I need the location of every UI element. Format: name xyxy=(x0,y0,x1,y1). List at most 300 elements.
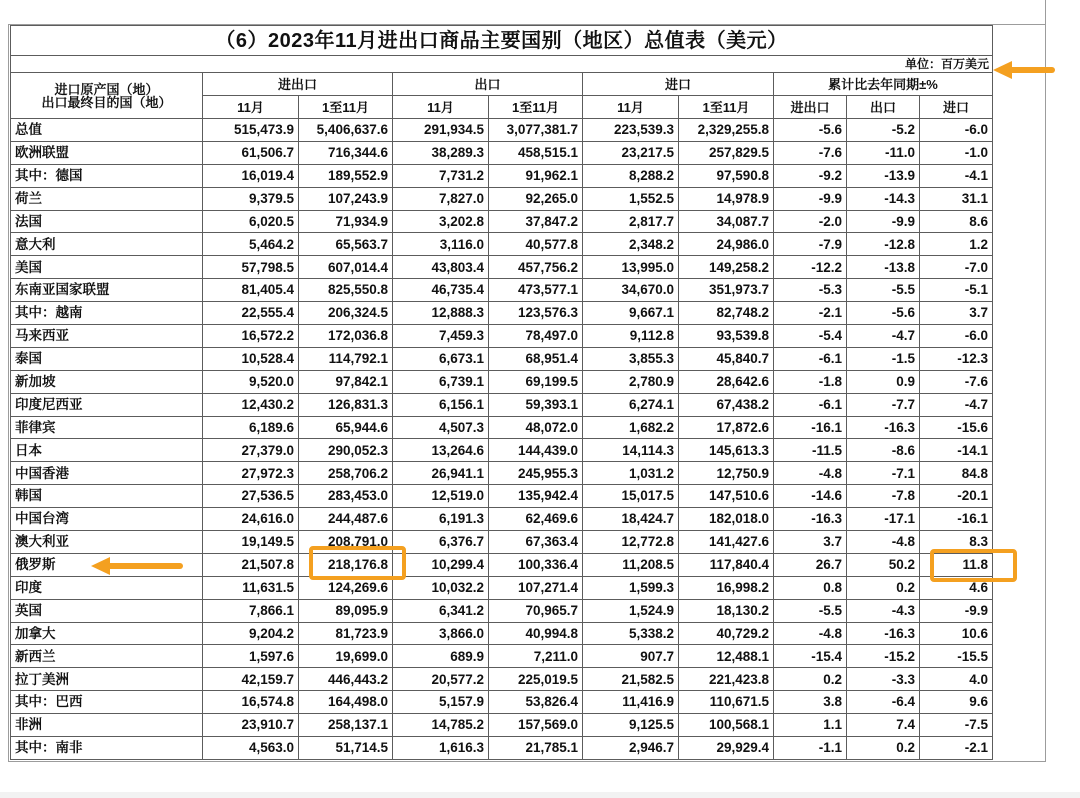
table-row xyxy=(11,668,993,691)
export-yoy-cell: -15.2 xyxy=(847,645,920,668)
import-nov-cell: 15,017.5 xyxy=(583,485,679,508)
table-row xyxy=(11,691,993,714)
trade-yoy-cell: -16.3 xyxy=(774,508,847,531)
sub-header-yoy-export: 出口 xyxy=(847,96,920,119)
export-nov-cell: 7,459.3 xyxy=(393,325,489,348)
trade-nov-cell: 27,536.5 xyxy=(203,485,299,508)
import-yoy-cell: 4.0 xyxy=(920,668,993,691)
import-ytd-cell: 17,872.6 xyxy=(679,416,774,439)
unit-arrow-head xyxy=(993,61,1012,79)
import-ytd-cell: 45,840.7 xyxy=(679,347,774,370)
sub-header-trade-nov: 11月 xyxy=(203,96,299,119)
country-name-cell: 泰国 xyxy=(11,347,203,370)
export-ytd-cell: 144,439.0 xyxy=(489,439,583,462)
export-yoy-cell: 7.4 xyxy=(847,714,920,737)
trade-ytd-cell: 172,036.8 xyxy=(299,325,393,348)
export-nov-cell: 291,934.5 xyxy=(393,119,489,142)
export-nov-cell: 43,803.4 xyxy=(393,256,489,279)
import-ytd-cell: 12,750.9 xyxy=(679,462,774,485)
country-name-cell: 非洲 xyxy=(11,714,203,737)
trade-ytd-cell: 825,550.8 xyxy=(299,279,393,302)
trade-ytd-cell: 107,243.9 xyxy=(299,187,393,210)
import-ytd-cell: 97,590.8 xyxy=(679,164,774,187)
export-yoy-cell: -17.1 xyxy=(847,508,920,531)
export-yoy-cell: -8.6 xyxy=(847,439,920,462)
export-yoy-cell: -4.3 xyxy=(847,599,920,622)
country-name-cell: 新加坡 xyxy=(11,370,203,393)
export-nov-cell: 6,341.2 xyxy=(393,599,489,622)
import-yoy-cell: 3.7 xyxy=(920,302,993,325)
country-name-cell: 其中：德国 xyxy=(11,164,203,187)
import-yoy-cell: -5.1 xyxy=(920,279,993,302)
table-row xyxy=(11,508,993,531)
table-row xyxy=(11,416,993,439)
export-ytd-cell: 40,577.8 xyxy=(489,233,583,256)
export-ytd-cell: 21,785.1 xyxy=(489,737,583,760)
export-ytd-cell: 70,965.7 xyxy=(489,599,583,622)
trade-ytd-cell: 208,791.0 xyxy=(299,531,393,554)
table-row xyxy=(11,347,993,370)
export-yoy-cell: -13.9 xyxy=(847,164,920,187)
trade-yoy-cell: -2.0 xyxy=(774,210,847,233)
trade-by-country-table xyxy=(10,25,993,760)
trade-yoy-cell: -4.8 xyxy=(774,622,847,645)
import-yoy-cell: -7.0 xyxy=(920,256,993,279)
import-yoy-cell: 8.3 xyxy=(920,531,993,554)
import-nov-cell: 18,424.7 xyxy=(583,508,679,531)
trade-ytd-cell: 206,324.5 xyxy=(299,302,393,325)
country-name-cell: 美国 xyxy=(11,256,203,279)
import-ytd-cell: 147,510.6 xyxy=(679,485,774,508)
import-nov-cell: 13,995.0 xyxy=(583,256,679,279)
trade-yoy-cell: -9.9 xyxy=(774,187,847,210)
table-row xyxy=(11,462,993,485)
import-nov-cell: 34,670.0 xyxy=(583,279,679,302)
import-ytd-cell: 16,998.2 xyxy=(679,576,774,599)
trade-ytd-cell: 65,944.6 xyxy=(299,416,393,439)
trade-nov-cell: 1,597.6 xyxy=(203,645,299,668)
import-ytd-cell: 100,568.1 xyxy=(679,714,774,737)
table-row xyxy=(11,576,993,599)
trade-ytd-cell: 81,723.9 xyxy=(299,622,393,645)
table-row xyxy=(11,622,993,645)
country-name-cell: 韩国 xyxy=(11,485,203,508)
trade-nov-cell: 9,204.2 xyxy=(203,622,299,645)
export-nov-cell: 10,032.2 xyxy=(393,576,489,599)
trade-ytd-cell: 5,406,637.6 xyxy=(299,119,393,142)
import-yoy-cell: 4.6 xyxy=(920,576,993,599)
trade-ytd-cell: 218,176.8 xyxy=(299,553,393,576)
trade-ytd-cell: 164,498.0 xyxy=(299,691,393,714)
trade-nov-cell: 21,507.8 xyxy=(203,553,299,576)
group-header-row xyxy=(11,73,993,96)
import-yoy-cell: -12.3 xyxy=(920,347,993,370)
import-ytd-cell: 12,488.1 xyxy=(679,645,774,668)
export-ytd-cell: 245,955.3 xyxy=(489,462,583,485)
export-nov-cell: 689.9 xyxy=(393,645,489,668)
page-frame-left xyxy=(8,24,9,762)
trade-yoy-cell: -5.6 xyxy=(774,119,847,142)
export-nov-cell: 12,519.0 xyxy=(393,485,489,508)
country-name-cell: 荷兰 xyxy=(11,187,203,210)
trade-nov-cell: 61,506.7 xyxy=(203,141,299,164)
export-nov-cell: 46,735.4 xyxy=(393,279,489,302)
page-frame-bottom xyxy=(8,761,1046,762)
country-name-cell: 其中：南非 xyxy=(11,737,203,760)
page-bottom-strip xyxy=(0,792,1080,798)
trade-ytd-cell: 283,453.0 xyxy=(299,485,393,508)
table-row xyxy=(11,737,993,760)
trade-yoy-cell: -9.2 xyxy=(774,164,847,187)
import-ytd-cell: 257,829.5 xyxy=(679,141,774,164)
import-yoy-cell: -6.0 xyxy=(920,325,993,348)
table-row xyxy=(11,210,993,233)
trade-nov-cell: 16,572.2 xyxy=(203,325,299,348)
country-header-line-2: 出口最终目的国（地） xyxy=(41,94,172,110)
export-ytd-cell: 107,271.4 xyxy=(489,576,583,599)
table-row xyxy=(11,325,993,348)
trade-yoy-cell: -12.2 xyxy=(774,256,847,279)
export-ytd-cell: 69,199.5 xyxy=(489,370,583,393)
trade-nov-cell: 42,159.7 xyxy=(203,668,299,691)
import-nov-cell: 23,217.5 xyxy=(583,141,679,164)
export-yoy-cell: -9.9 xyxy=(847,210,920,233)
group-header-total-trade: 进出口 xyxy=(203,73,393,96)
table-row xyxy=(11,302,993,325)
export-nov-cell: 3,202.8 xyxy=(393,210,489,233)
export-yoy-cell: -16.3 xyxy=(847,416,920,439)
trade-ytd-cell: 446,443.2 xyxy=(299,668,393,691)
import-ytd-cell: 29,929.4 xyxy=(679,737,774,760)
table-row xyxy=(11,279,993,302)
import-nov-cell: 223,539.3 xyxy=(583,119,679,142)
trade-nov-cell: 7,866.1 xyxy=(203,599,299,622)
import-ytd-cell: 2,329,255.8 xyxy=(679,119,774,142)
export-nov-cell: 6,156.1 xyxy=(393,393,489,416)
country-name-cell: 俄罗斯 xyxy=(11,553,203,576)
trade-yoy-cell: -7.6 xyxy=(774,141,847,164)
trade-nov-cell: 27,972.3 xyxy=(203,462,299,485)
trade-yoy-cell: -2.1 xyxy=(774,302,847,325)
country-name-cell: 新西兰 xyxy=(11,645,203,668)
export-ytd-cell: 37,847.2 xyxy=(489,210,583,233)
table-row xyxy=(11,553,993,576)
export-nov-cell: 12,888.3 xyxy=(393,302,489,325)
import-ytd-cell: 34,087.7 xyxy=(679,210,774,233)
table-row xyxy=(11,119,993,142)
import-ytd-cell: 110,671.5 xyxy=(679,691,774,714)
import-yoy-cell: -6.0 xyxy=(920,119,993,142)
trade-yoy-cell: 0.2 xyxy=(774,668,847,691)
export-ytd-cell: 68,951.4 xyxy=(489,347,583,370)
trade-ytd-cell: 716,344.6 xyxy=(299,141,393,164)
import-yoy-cell: -16.1 xyxy=(920,508,993,531)
export-ytd-cell: 40,994.8 xyxy=(489,622,583,645)
import-ytd-cell: 141,427.6 xyxy=(679,531,774,554)
unit-label: 单位：百万美元 xyxy=(11,56,993,73)
country-name-cell: 日本 xyxy=(11,439,203,462)
import-nov-cell: 8,288.2 xyxy=(583,164,679,187)
trade-nov-cell: 24,616.0 xyxy=(203,508,299,531)
trade-nov-cell: 23,910.7 xyxy=(203,714,299,737)
export-yoy-cell: -6.4 xyxy=(847,691,920,714)
trade-nov-cell: 19,149.5 xyxy=(203,531,299,554)
export-ytd-cell: 473,577.1 xyxy=(489,279,583,302)
trade-nov-cell: 11,631.5 xyxy=(203,576,299,599)
trade-yoy-cell: -7.9 xyxy=(774,233,847,256)
export-ytd-cell: 157,569.0 xyxy=(489,714,583,737)
country-name-cell: 中国香港 xyxy=(11,462,203,485)
export-ytd-cell: 92,265.0 xyxy=(489,187,583,210)
import-nov-cell: 2,946.7 xyxy=(583,737,679,760)
export-ytd-cell: 3,077,381.7 xyxy=(489,119,583,142)
trade-nov-cell: 16,574.8 xyxy=(203,691,299,714)
import-yoy-cell: -2.1 xyxy=(920,737,993,760)
page-frame-right xyxy=(1045,0,1046,762)
country-name-cell: 英国 xyxy=(11,599,203,622)
export-nov-cell: 6,376.7 xyxy=(393,531,489,554)
import-yoy-cell: 31.1 xyxy=(920,187,993,210)
import-nov-cell: 2,817.7 xyxy=(583,210,679,233)
import-yoy-cell: -14.1 xyxy=(920,439,993,462)
import-yoy-cell: -4.1 xyxy=(920,164,993,187)
export-yoy-cell: -12.8 xyxy=(847,233,920,256)
import-yoy-cell: 84.8 xyxy=(920,462,993,485)
sub-header-export-nov: 11月 xyxy=(393,96,489,119)
table-row xyxy=(11,599,993,622)
trade-yoy-cell: -1.8 xyxy=(774,370,847,393)
export-yoy-cell: -16.3 xyxy=(847,622,920,645)
trade-yoy-cell: -16.1 xyxy=(774,416,847,439)
import-nov-cell: 11,416.9 xyxy=(583,691,679,714)
table-row xyxy=(11,645,993,668)
group-header-import: 进口 xyxy=(583,73,774,96)
country-name-cell: 加拿大 xyxy=(11,622,203,645)
country-name-cell: 菲律宾 xyxy=(11,416,203,439)
table-row xyxy=(11,393,993,416)
export-nov-cell: 7,731.2 xyxy=(393,164,489,187)
trade-ytd-cell: 258,137.1 xyxy=(299,714,393,737)
table-row xyxy=(11,141,993,164)
import-nov-cell: 2,780.9 xyxy=(583,370,679,393)
export-nov-cell: 14,785.2 xyxy=(393,714,489,737)
import-ytd-cell: 93,539.8 xyxy=(679,325,774,348)
trade-yoy-cell: 0.8 xyxy=(774,576,847,599)
trade-yoy-cell: -14.6 xyxy=(774,485,847,508)
import-nov-cell: 9,112.8 xyxy=(583,325,679,348)
export-nov-cell: 6,191.3 xyxy=(393,508,489,531)
export-nov-cell: 7,827.0 xyxy=(393,187,489,210)
import-nov-cell: 1,552.5 xyxy=(583,187,679,210)
trade-nov-cell: 16,019.4 xyxy=(203,164,299,187)
export-nov-cell: 26,941.1 xyxy=(393,462,489,485)
trade-nov-cell: 4,563.0 xyxy=(203,737,299,760)
import-yoy-cell: -7.5 xyxy=(920,714,993,737)
sub-header-export-ytd: 1至11月 xyxy=(489,96,583,119)
import-yoy-cell: -7.6 xyxy=(920,370,993,393)
table-row xyxy=(11,439,993,462)
country-name-cell: 东南亚国家联盟 xyxy=(11,279,203,302)
table-title: （6）2023年11月进出口商品主要国别（地区）总值表（美元） xyxy=(11,26,993,56)
trade-yoy-cell: -5.3 xyxy=(774,279,847,302)
table-row xyxy=(11,187,993,210)
trade-yoy-cell: 3.7 xyxy=(774,531,847,554)
import-nov-cell: 1,031.2 xyxy=(583,462,679,485)
export-yoy-cell: -4.8 xyxy=(847,531,920,554)
unit-row xyxy=(11,56,993,73)
import-yoy-cell: -4.7 xyxy=(920,393,993,416)
trade-nov-cell: 12,430.2 xyxy=(203,393,299,416)
trade-yoy-cell: -1.1 xyxy=(774,737,847,760)
trade-nov-cell: 10,528.4 xyxy=(203,347,299,370)
import-yoy-cell: 10.6 xyxy=(920,622,993,645)
trade-ytd-cell: 71,934.9 xyxy=(299,210,393,233)
import-ytd-cell: 14,978.9 xyxy=(679,187,774,210)
import-nov-cell: 21,582.5 xyxy=(583,668,679,691)
export-ytd-cell: 67,363.4 xyxy=(489,531,583,554)
trade-nov-cell: 9,379.5 xyxy=(203,187,299,210)
import-ytd-cell: 24,986.0 xyxy=(679,233,774,256)
trade-yoy-cell: -6.1 xyxy=(774,393,847,416)
import-yoy-cell: -9.9 xyxy=(920,599,993,622)
import-nov-cell: 11,208.5 xyxy=(583,553,679,576)
country-name-cell: 其中：越南 xyxy=(11,302,203,325)
export-yoy-cell: -14.3 xyxy=(847,187,920,210)
table-row xyxy=(11,164,993,187)
trade-ytd-cell: 97,842.1 xyxy=(299,370,393,393)
export-nov-cell: 20,577.2 xyxy=(393,668,489,691)
export-ytd-cell: 78,497.0 xyxy=(489,325,583,348)
export-yoy-cell: -13.8 xyxy=(847,256,920,279)
table-row xyxy=(11,233,993,256)
trade-ytd-cell: 19,699.0 xyxy=(299,645,393,668)
table-row xyxy=(11,485,993,508)
trade-ytd-cell: 189,552.9 xyxy=(299,164,393,187)
trade-ytd-cell: 290,052.3 xyxy=(299,439,393,462)
import-yoy-cell: -20.1 xyxy=(920,485,993,508)
export-yoy-cell: 0.2 xyxy=(847,737,920,760)
table-body xyxy=(11,119,993,760)
trade-ytd-cell: 607,014.4 xyxy=(299,256,393,279)
export-yoy-cell: 0.2 xyxy=(847,576,920,599)
import-ytd-cell: 28,642.6 xyxy=(679,370,774,393)
import-nov-cell: 5,338.2 xyxy=(583,622,679,645)
export-nov-cell: 10,299.4 xyxy=(393,553,489,576)
table-row xyxy=(11,531,993,554)
country-header-line-1: 进口原产国（地） xyxy=(54,81,159,97)
sub-header-yoy-import: 进口 xyxy=(920,96,993,119)
trade-nov-cell: 515,473.9 xyxy=(203,119,299,142)
export-ytd-cell: 135,942.4 xyxy=(489,485,583,508)
country-name-cell: 澳大利亚 xyxy=(11,531,203,554)
export-nov-cell: 6,739.1 xyxy=(393,370,489,393)
export-nov-cell: 1,616.3 xyxy=(393,737,489,760)
sub-header-import-ytd: 1至11月 xyxy=(679,96,774,119)
trade-yoy-cell: 3.8 xyxy=(774,691,847,714)
export-ytd-cell: 100,336.4 xyxy=(489,553,583,576)
import-ytd-cell: 221,423.8 xyxy=(679,668,774,691)
export-yoy-cell: -11.0 xyxy=(847,141,920,164)
country-name-cell: 总值 xyxy=(11,119,203,142)
import-ytd-cell: 351,973.7 xyxy=(679,279,774,302)
trade-yoy-cell: -11.5 xyxy=(774,439,847,462)
export-ytd-cell: 48,072.0 xyxy=(489,416,583,439)
trade-ytd-cell: 65,563.7 xyxy=(299,233,393,256)
import-ytd-cell: 182,018.0 xyxy=(679,508,774,531)
import-nov-cell: 3,855.3 xyxy=(583,347,679,370)
export-nov-cell: 6,673.1 xyxy=(393,347,489,370)
trade-nov-cell: 6,189.6 xyxy=(203,416,299,439)
import-ytd-cell: 145,613.3 xyxy=(679,439,774,462)
import-nov-cell: 9,125.5 xyxy=(583,714,679,737)
country-name-cell: 其中：巴西 xyxy=(11,691,203,714)
export-yoy-cell: -5.5 xyxy=(847,279,920,302)
export-ytd-cell: 53,826.4 xyxy=(489,691,583,714)
country-name-cell: 马来西亚 xyxy=(11,325,203,348)
trade-ytd-cell: 114,792.1 xyxy=(299,347,393,370)
country-name-cell: 法国 xyxy=(11,210,203,233)
trade-nov-cell: 6,020.5 xyxy=(203,210,299,233)
import-ytd-cell: 67,438.2 xyxy=(679,393,774,416)
title-row xyxy=(11,26,993,56)
export-yoy-cell: -4.7 xyxy=(847,325,920,348)
export-yoy-cell: -7.1 xyxy=(847,462,920,485)
export-yoy-cell: 0.9 xyxy=(847,370,920,393)
export-ytd-cell: 62,469.6 xyxy=(489,508,583,531)
import-yoy-cell: 9.6 xyxy=(920,691,993,714)
import-ytd-cell: 40,729.2 xyxy=(679,622,774,645)
trade-nov-cell: 22,555.4 xyxy=(203,302,299,325)
country-name-cell: 拉丁美洲 xyxy=(11,668,203,691)
import-yoy-cell: -1.0 xyxy=(920,141,993,164)
export-ytd-cell: 225,019.5 xyxy=(489,668,583,691)
sub-header-import-nov: 11月 xyxy=(583,96,679,119)
export-nov-cell: 13,264.6 xyxy=(393,439,489,462)
import-ytd-cell: 117,840.4 xyxy=(679,553,774,576)
import-nov-cell: 1,682.2 xyxy=(583,416,679,439)
group-header-export: 出口 xyxy=(393,73,583,96)
import-nov-cell: 1,599.3 xyxy=(583,576,679,599)
sub-header-trade-ytd: 1至11月 xyxy=(299,96,393,119)
trade-nov-cell: 27,379.0 xyxy=(203,439,299,462)
import-nov-cell: 6,274.1 xyxy=(583,393,679,416)
export-yoy-cell: -5.2 xyxy=(847,119,920,142)
sub-header-yoy-trade: 进出口 xyxy=(774,96,847,119)
import-nov-cell: 12,772.8 xyxy=(583,531,679,554)
export-yoy-cell: -3.3 xyxy=(847,668,920,691)
country-column-header xyxy=(11,73,203,119)
export-ytd-cell: 59,393.1 xyxy=(489,393,583,416)
export-ytd-cell: 123,576.3 xyxy=(489,302,583,325)
import-ytd-cell: 18,130.2 xyxy=(679,599,774,622)
table-row xyxy=(11,370,993,393)
import-yoy-cell: -15.6 xyxy=(920,416,993,439)
import-nov-cell: 1,524.9 xyxy=(583,599,679,622)
export-yoy-cell: -5.6 xyxy=(847,302,920,325)
trade-ytd-cell: 126,831.3 xyxy=(299,393,393,416)
import-nov-cell: 907.7 xyxy=(583,645,679,668)
export-nov-cell: 5,157.9 xyxy=(393,691,489,714)
country-name-cell: 意大利 xyxy=(11,233,203,256)
export-nov-cell: 3,866.0 xyxy=(393,622,489,645)
import-ytd-cell: 82,748.2 xyxy=(679,302,774,325)
export-yoy-cell: -7.7 xyxy=(847,393,920,416)
unit-pointer-arrow xyxy=(993,61,1052,79)
trade-nov-cell: 57,798.5 xyxy=(203,256,299,279)
trade-ytd-cell: 258,706.2 xyxy=(299,462,393,485)
table-row xyxy=(11,714,993,737)
country-name-cell: 中国台湾 xyxy=(11,508,203,531)
